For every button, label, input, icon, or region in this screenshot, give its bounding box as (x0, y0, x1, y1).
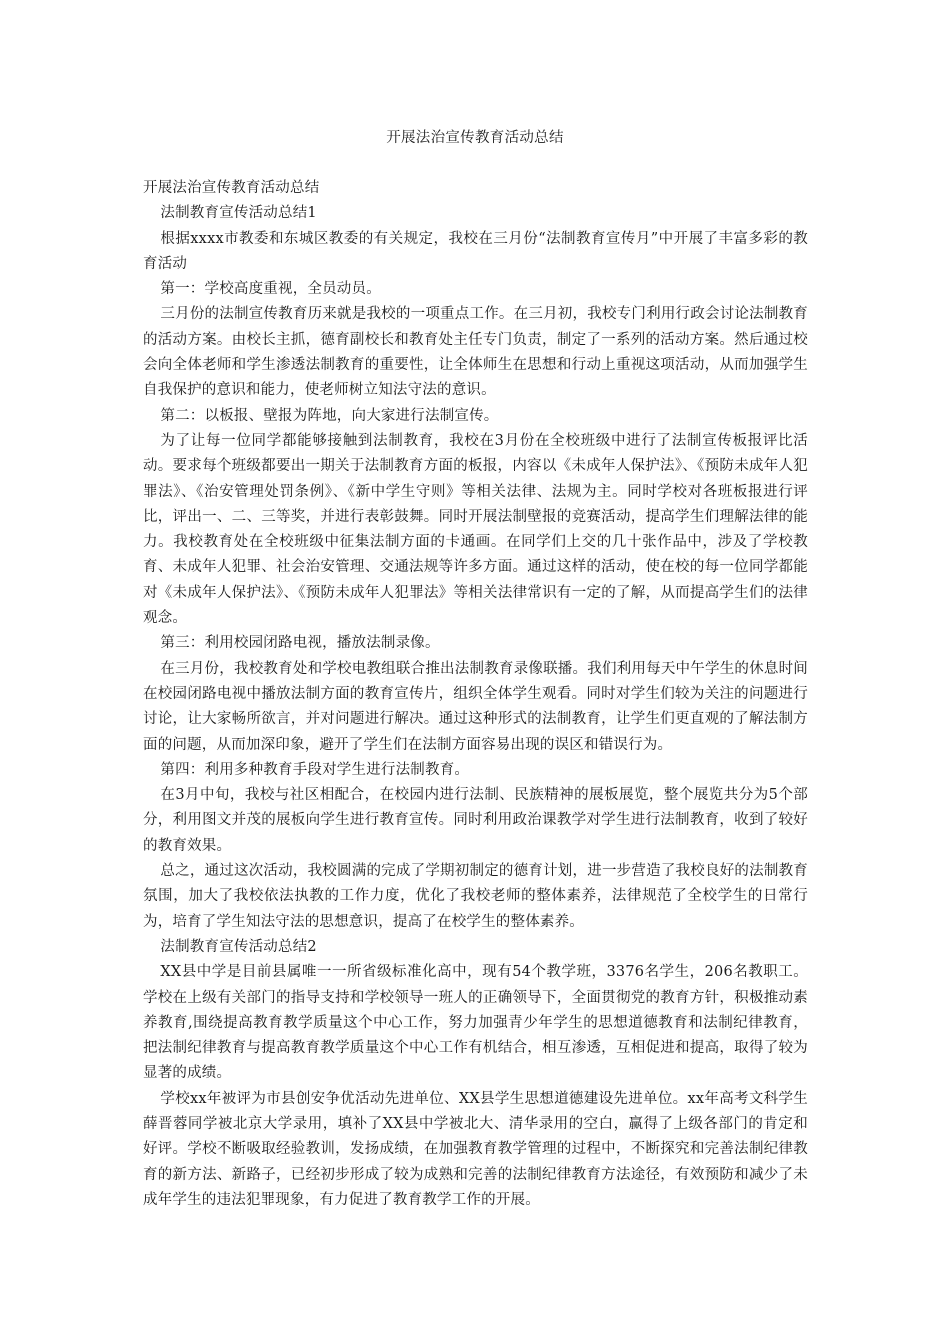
section-heading-2: 法制教育宣传活动总结2 (160, 938, 317, 955)
point-heading-2: 第二：以板报、壁报为阵地，向大家进行法制宣传。 (160, 407, 499, 424)
paragraph: 根据xxxx市教委和东城区教委的有关规定，我校在三月份“法制教育宣传月”中开展了丰富多彩的教育活动 (143, 230, 808, 272)
paragraph: 三月份的法制宣传教育历来就是我校的一项重点工作。在三月初，我校专门利用行政会讨论法制教育的活动方案。由校长主抓，德育副校长和教育处主任专门负责，制定了一系列的活动方案。然后通过校会向全体老师和学生渗透法制教育的重要性，让全体师生在思想和行动上重视这项活动，从而加强学生自我保护的意识和能力，使老师树立知法守法的意识。 (143, 306, 808, 399)
document-body (143, 176, 808, 1213)
body-heading: 开展法治宣传教育活动总结 (143, 180, 320, 196)
paragraph: 为了让每一位同学都能够接触到法制教育，我校在3月份在全校班级中进行了法制宣传板报评比活动。要求每个班级都要出一期关于法制教育方面的板报，内容以《未成年人保护法》、《预防未成年人犯罪法》、《治安管理处罚条例》、《新中学生守则》等相关法律、法规为主。同时学校对各班板报进行评比，评出一、二、三等奖，并进行表彰鼓舞。同时开展法制壁报的竞赛活动，提高学生们理解法律的能力。我校教育处在全校班级中征集法制方面的卡通画。在同学们上交的几十张作品中，涉及了学校教育、未成年人犯罪、社会治安管理、交通法规等许多方面。通过这样的活动，使在校的每一位同学都能对《未成年人保护法》、《预防未成年人犯罪法》等相关法律常识有一定的了解，从而提高学生们的法律观念。 (143, 432, 808, 627)
paragraph: 在三月份，我校教育处和学校电教组联合推出法制教育录像联播。我们利用每天中午学生的休息时间在校园闭路电视中播放法制方面的教育宣传片，组织全体学生观看。同时对学生们较为关注的问题进行讨论，让大家畅所欲言，并对问题进行解决。通过这种形式的法制教育，让学生们更直观的了解法制方面的问题，从而加深印象，避开了学生们在法制方面容易出现的误区和错误行为。 (143, 660, 808, 753)
point-heading-3: 第三：利用校园闭路电视，播放法制录像。 (160, 635, 440, 652)
point-heading-4: 第四：利用多种教育手段对学生进行法制教育。 (160, 761, 470, 778)
paragraph: 学校xx年被评为市县创安争优活动先进单位、XX县学生思想道德建设先进单位。xx年高考文科学生薛晋蓉同学被北京大学录用，填补了XX县中学被北大、清华录用的空白，赢得了上级各部门的肯定和好评。学校不断吸取经验教训，发扬成绩，在加强教育教学管理的过程中，不断探究和完善法制纪律教育的新方法、新路子，已经初步形成了较为成熟和完善的法制纪律教育方法途径，有效预防和减少了未成年学生的违法犯罪现象，有力促进了教育教学工作的开展。 (143, 1090, 808, 1208)
paragraph: XX县中学是目前县属唯一一所省级标准化高中，现有54个教学班，3376名学生，206名教职工。学校在上级有关部门的指导支持和学校领导一班人的正确领导下，全面贯彻党的教育方针，积极推动素养教育,围绕提高教育教学质量这个中心工作，努力加强青少年学生的思想道德教育和法制纪律教育，把法制纪律教育与提高教育教学质量这个中心工作有机结合，相互渗透，互相促进和提高，取得了较为显著的成绩。 (143, 964, 808, 1082)
paragraph: 总之，通过这次活动，我校圆满的完成了学期初制定的德育计划，进一步营造了我校良好的法制教育氛围，加大了我校依法执教的工作力度，优化了我校老师的整体素养，法律规范了全校学生的日常行为，培育了学生知法守法的思想意识，提高了在校学生的整体素养。 (143, 863, 808, 930)
paragraph: 在3月中旬，我校与社区相配合，在校园内进行法制、民族精神的展板展览，整个展览共分为5个部分，利用图文并茂的展板向学生进行教育宣传。同时利用政治课教学对学生进行法制教育，收到了较好的教育效果。 (143, 787, 808, 854)
document-title: 开展法治宣传教育活动总结 (386, 130, 564, 146)
section-heading-1: 法制教育宣传活动总结1 (160, 205, 317, 222)
point-heading-1: 第一：学校高度重视，全员动员。 (160, 281, 381, 298)
